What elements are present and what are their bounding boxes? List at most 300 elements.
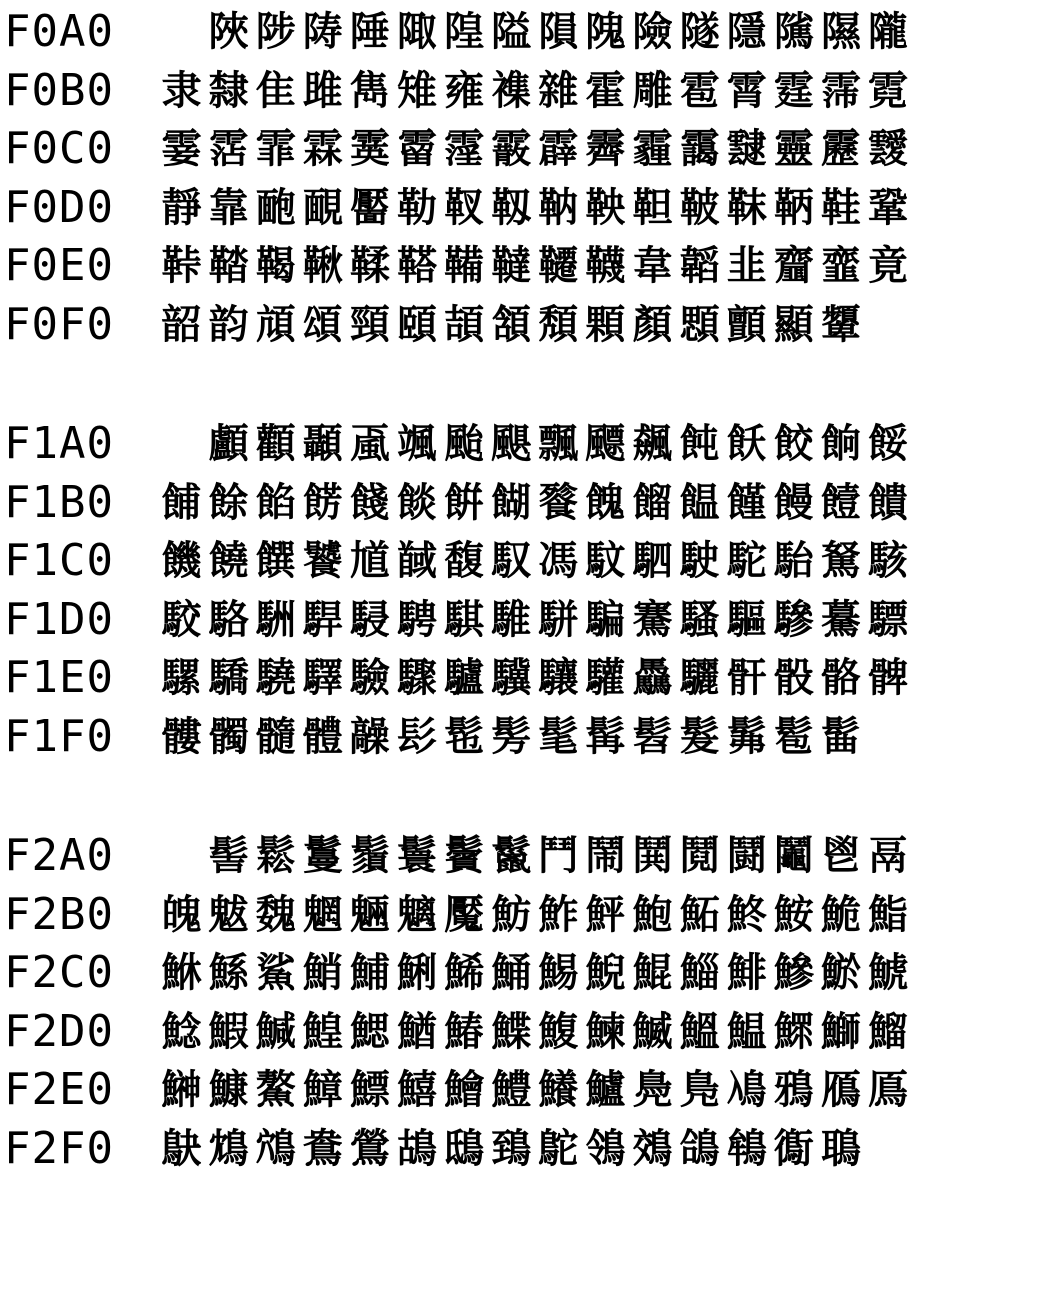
glyph-cell: 饌 bbox=[255, 538, 296, 585]
row-code-label: F2C0 bbox=[4, 947, 114, 999]
glyph-cell: 鴕 bbox=[538, 1126, 579, 1172]
glyph-cell: 駛 bbox=[679, 538, 720, 585]
glyph-cell: 髱 bbox=[773, 714, 814, 760]
glyph-cell: 鬆 bbox=[255, 833, 296, 879]
glyph-cell: 驪 bbox=[679, 655, 720, 702]
glyph-cell: 鯑 bbox=[444, 950, 485, 997]
glyph-cell: 鞐 bbox=[161, 243, 202, 290]
glyph-cell: 鞁 bbox=[679, 184, 720, 231]
glyph-cell: 鬨 bbox=[632, 833, 673, 879]
glyph-cell: 鰊 bbox=[585, 1008, 626, 1055]
glyph-cell: 顏 bbox=[632, 302, 673, 348]
glyph-cell: 餝 bbox=[302, 479, 343, 526]
glyph-cell: 驗 bbox=[349, 655, 390, 702]
glyph-cell: 鳧 bbox=[632, 1067, 673, 1114]
glyph-cell: 隶 bbox=[161, 67, 202, 114]
glyph-cell: 隍 bbox=[444, 9, 485, 55]
glyph-cell: 餒 bbox=[868, 421, 908, 467]
glyph-cell: 魃 bbox=[208, 891, 249, 938]
glyph-cell: 鮓 bbox=[538, 891, 579, 938]
glyph-cell: 鞆 bbox=[773, 184, 814, 231]
glyph-cell: 馮 bbox=[538, 538, 579, 585]
glyph-cell: 髣 bbox=[491, 714, 532, 760]
glyph-cell: 靠 bbox=[208, 184, 249, 231]
glyph-cell: 饐 bbox=[820, 479, 861, 526]
glyph-cell: 鵁 bbox=[632, 1126, 673, 1172]
glyph-cell: 鬧 bbox=[585, 833, 626, 879]
glyph-cell: 騫 bbox=[632, 596, 673, 643]
glyph-cell: 鱆 bbox=[302, 1067, 343, 1114]
glyph-cell: 霄 bbox=[726, 67, 767, 114]
glyph-cell: 饋 bbox=[868, 479, 908, 526]
glyph-cell: 鬥 bbox=[538, 833, 579, 879]
glyph-cell: 霈 bbox=[820, 67, 861, 114]
glyph-cell: 驕 bbox=[208, 655, 249, 702]
glyph-cell: 隲 bbox=[773, 9, 814, 55]
glyph-cell: 鯆 bbox=[349, 950, 390, 997]
glyph-cell: 餬 bbox=[491, 479, 532, 526]
glyph-cell: 餮 bbox=[538, 479, 579, 526]
glyph-cell: 驢 bbox=[444, 655, 485, 702]
glyph-cell: 髷 bbox=[820, 714, 861, 760]
glyph-cell: 鬢 bbox=[444, 833, 485, 879]
glyph-cell: 鮴 bbox=[161, 950, 202, 997]
glyph-cell: 鬪 bbox=[726, 833, 767, 879]
table-row bbox=[0, 474, 1063, 532]
glyph-cell: 魏 bbox=[255, 891, 296, 938]
glyph-cell: 髞 bbox=[349, 714, 390, 760]
glyph-cell: 騙 bbox=[585, 596, 626, 643]
glyph-cell: 鯊 bbox=[255, 950, 296, 997]
glyph-cell: 雍 bbox=[444, 67, 485, 114]
glyph-cell: 竟 bbox=[868, 243, 908, 290]
glyph-cell: 霤 bbox=[397, 126, 437, 173]
glyph-cell: 骼 bbox=[820, 655, 861, 702]
glyph-cell: 饅 bbox=[773, 479, 814, 526]
glyph-cell: 饉 bbox=[726, 479, 767, 526]
glyph-cell: 陦 bbox=[302, 9, 343, 55]
glyph-cell: 靱 bbox=[491, 184, 532, 231]
glyph-cell: 餡 bbox=[255, 479, 296, 526]
glyph-cell: 餃 bbox=[773, 421, 814, 467]
table-row bbox=[0, 827, 1063, 885]
glyph-cell: 髟 bbox=[397, 714, 437, 760]
row-code-label: F2D0 bbox=[4, 1005, 114, 1057]
glyph-cell: 鬘 bbox=[302, 833, 343, 879]
glyph-cell: 頏 bbox=[255, 302, 296, 348]
row-code-label: F0D0 bbox=[4, 181, 114, 233]
glyph-cell: 靼 bbox=[632, 184, 673, 231]
table-row bbox=[0, 1061, 1063, 1119]
glyph-cell: 鱚 bbox=[397, 1067, 437, 1114]
glyph-cell: 隴 bbox=[868, 9, 908, 55]
glyph-cell: 骰 bbox=[773, 655, 814, 702]
glyph-cell: 霽 bbox=[585, 126, 626, 173]
glyph-cell: 馼 bbox=[585, 538, 626, 585]
glyph-cell: 餠 bbox=[444, 479, 485, 526]
glyph-cell: 餉 bbox=[820, 421, 861, 467]
glyph-cell: 馥 bbox=[444, 538, 485, 585]
glyph-cell: 韋 bbox=[632, 243, 673, 290]
glyph-cell: 霾 bbox=[632, 126, 673, 173]
glyph-cell: 鰌 bbox=[397, 1008, 437, 1055]
glyph-cell: 鞴 bbox=[444, 243, 485, 290]
row-code-label: F0C0 bbox=[4, 123, 114, 175]
glyph-cell: 駑 bbox=[820, 538, 861, 585]
glyph-cell: 鰡 bbox=[868, 1008, 908, 1055]
glyph-cell: 鴾 bbox=[726, 1126, 767, 1172]
glyph-cell: 鞅 bbox=[585, 184, 626, 231]
glyph-cell: 駟 bbox=[632, 538, 673, 585]
glyph-cell: 鱸 bbox=[585, 1067, 626, 1114]
glyph-cell: 鯤 bbox=[632, 950, 673, 997]
glyph-cell: 鰈 bbox=[491, 1008, 532, 1055]
glyph-cell: 鯢 bbox=[585, 950, 626, 997]
glyph-cell: 靂 bbox=[820, 126, 861, 173]
glyph-cell: 鰔 bbox=[255, 1008, 296, 1055]
glyph-cell: 霆 bbox=[773, 67, 814, 114]
glyph-cell: 鰺 bbox=[773, 950, 814, 997]
glyph-cell: 隧 bbox=[679, 9, 720, 55]
table-row bbox=[0, 649, 1063, 707]
table-row bbox=[0, 532, 1063, 590]
row-code-label: F1F0 bbox=[4, 711, 114, 762]
glyph-cell: 霓 bbox=[868, 67, 908, 114]
glyph-cell: 鮟 bbox=[773, 891, 814, 938]
glyph-cell: 鯀 bbox=[208, 950, 249, 997]
glyph-cell: 颯 bbox=[397, 421, 437, 467]
glyph-cell: 鯏 bbox=[397, 950, 437, 997]
row-code-label: F1A0 bbox=[4, 418, 114, 469]
glyph-cell: 騅 bbox=[491, 596, 532, 643]
row-code-label: F0A0 bbox=[4, 6, 114, 57]
glyph-cell: 雕 bbox=[632, 67, 673, 114]
glyph-cell: 鰓 bbox=[349, 1008, 390, 1055]
glyph-cell: 霙 bbox=[349, 126, 390, 173]
glyph-cell: 顳 bbox=[302, 421, 343, 467]
glyph-cell: 飄 bbox=[538, 421, 579, 467]
glyph-cell: 頤 bbox=[397, 302, 437, 348]
glyph-cell: 駲 bbox=[255, 596, 296, 643]
row-code-label: F2A0 bbox=[4, 830, 114, 881]
glyph-cell: 駱 bbox=[208, 596, 249, 643]
glyph-cell: 雜 bbox=[538, 67, 579, 114]
table-row bbox=[0, 1120, 1063, 1178]
glyph-cell: 鰤 bbox=[820, 1008, 861, 1055]
table-row bbox=[0, 1003, 1063, 1061]
glyph-cell: 鞣 bbox=[349, 243, 390, 290]
glyph-cell: 鮗 bbox=[726, 891, 767, 938]
glyph-cell: 驅 bbox=[726, 596, 767, 643]
glyph-cell: 靫 bbox=[444, 184, 485, 231]
glyph-cell: 颪 bbox=[349, 421, 390, 467]
glyph-cell: 驂 bbox=[773, 596, 814, 643]
glyph-cell: 驍 bbox=[255, 655, 296, 702]
glyph-cell: 髮 bbox=[679, 714, 720, 760]
glyph-cell: 颶 bbox=[491, 421, 532, 467]
glyph-cell: 驤 bbox=[538, 655, 579, 702]
glyph-cell: 韆 bbox=[538, 243, 579, 290]
table-row bbox=[0, 62, 1063, 120]
table-row bbox=[0, 944, 1063, 1002]
glyph-cell: 霰 bbox=[491, 126, 532, 173]
glyph-cell: 霍 bbox=[585, 67, 626, 114]
glyph-cell: 鴣 bbox=[397, 1126, 437, 1172]
glyph-cell: 駘 bbox=[773, 538, 814, 585]
glyph-cell: 顋 bbox=[679, 302, 720, 348]
glyph-cell: 鵆 bbox=[773, 1126, 814, 1172]
glyph-cell: 頌 bbox=[302, 302, 343, 348]
table-row bbox=[0, 179, 1063, 237]
glyph-cell: 靨 bbox=[349, 184, 390, 231]
glyph-cell: 鱶 bbox=[538, 1067, 579, 1114]
row-code-label: F0E0 bbox=[4, 240, 114, 292]
glyph-cell: 鰥 bbox=[773, 1008, 814, 1055]
glyph-cell: 靄 bbox=[679, 126, 720, 173]
glyph-cell: 馘 bbox=[397, 538, 437, 585]
glyph-cell: 騏 bbox=[444, 596, 485, 643]
glyph-cell: 鯡 bbox=[726, 950, 767, 997]
glyph-cell: 魴 bbox=[491, 891, 532, 938]
glyph-cell: 髀 bbox=[868, 655, 908, 702]
glyph-cell: 陲 bbox=[349, 9, 390, 55]
glyph-cell: 驟 bbox=[397, 655, 437, 702]
glyph-cell: 顆 bbox=[585, 302, 626, 348]
glyph-cell: 隗 bbox=[585, 9, 626, 55]
glyph-cell: 陟 bbox=[255, 9, 296, 55]
glyph-cell: 靜 bbox=[161, 184, 202, 231]
glyph-cell: 靹 bbox=[538, 184, 579, 231]
glyph-cell: 靺 bbox=[726, 184, 767, 231]
glyph-cell: 髻 bbox=[208, 833, 249, 879]
glyph-cell: 雎 bbox=[302, 67, 343, 114]
glyph-cell: 鴿 bbox=[679, 1126, 720, 1172]
glyph-cell: 鳰 bbox=[726, 1067, 767, 1114]
glyph-cell: 頷 bbox=[491, 302, 532, 348]
glyph-cell: 靉 bbox=[868, 126, 908, 173]
glyph-cell: 馭 bbox=[491, 538, 532, 585]
glyph-cell: 鰕 bbox=[208, 1008, 249, 1055]
glyph-cell: 頸 bbox=[349, 302, 390, 348]
glyph-cell: 鞦 bbox=[302, 243, 343, 290]
glyph-cell: 骭 bbox=[726, 655, 767, 702]
glyph-cell: 陜 bbox=[208, 9, 249, 55]
glyph-cell: 騷 bbox=[679, 596, 720, 643]
glyph-cell: 饕 bbox=[302, 538, 343, 585]
glyph-cell: 髯 bbox=[585, 714, 626, 760]
glyph-cell: 鰲 bbox=[255, 1067, 296, 1114]
glyph-cell: 鵄 bbox=[491, 1126, 532, 1172]
glyph-cell: 顫 bbox=[726, 302, 767, 348]
glyph-cell: 顴 bbox=[255, 421, 296, 467]
glyph-cell: 霑 bbox=[208, 126, 249, 173]
row-code-label: F2E0 bbox=[4, 1064, 114, 1116]
glyph-cell: 鯣 bbox=[538, 950, 579, 997]
glyph-cell: 飫 bbox=[726, 421, 767, 467]
glyph-cell: 顰 bbox=[820, 302, 861, 348]
glyph-cell: 隰 bbox=[820, 9, 861, 55]
glyph-cell: 靤 bbox=[255, 184, 296, 231]
glyph-cell: 霖 bbox=[302, 126, 343, 173]
glyph-cell: 頡 bbox=[444, 302, 485, 348]
glyph-cell: 隘 bbox=[491, 9, 532, 55]
glyph-cell: 魎 bbox=[349, 891, 390, 938]
glyph-cell: 驫 bbox=[632, 655, 673, 702]
glyph-cell: 鮹 bbox=[302, 950, 343, 997]
glyph-cell: 鴃 bbox=[161, 1126, 202, 1172]
glyph-cell: 霎 bbox=[161, 126, 202, 173]
glyph-cell: 飆 bbox=[632, 421, 673, 467]
glyph-cell: 韭 bbox=[726, 243, 767, 290]
glyph-cell: 魑 bbox=[397, 891, 437, 938]
glyph-cell: 饒 bbox=[208, 538, 249, 585]
table-row bbox=[0, 296, 1063, 354]
glyph-cell: 鮠 bbox=[820, 891, 861, 938]
glyph-cell: 魘 bbox=[444, 891, 485, 938]
glyph-cell: 鴉 bbox=[773, 1067, 814, 1114]
glyph-cell: 鯱 bbox=[868, 950, 908, 997]
glyph-cell: 隸 bbox=[208, 67, 249, 114]
glyph-cell: 雋 bbox=[349, 67, 390, 114]
table-row bbox=[0, 3, 1063, 61]
glyph-cell: 髦 bbox=[538, 714, 579, 760]
glyph-cell: 韲 bbox=[820, 243, 861, 290]
glyph-cell: 髏 bbox=[161, 714, 202, 760]
glyph-cell: 鱠 bbox=[444, 1067, 485, 1114]
glyph-cell: 鴒 bbox=[585, 1126, 626, 1172]
glyph-cell: 鱇 bbox=[208, 1067, 249, 1114]
glyph-cell: 鞜 bbox=[208, 243, 249, 290]
glyph-cell: 韜 bbox=[679, 243, 720, 290]
glyph-cell: 駻 bbox=[302, 596, 343, 643]
glyph-cell: 鯔 bbox=[679, 950, 720, 997]
glyph-cell: 鵈 bbox=[820, 1126, 861, 1172]
glyph-cell: 勒 bbox=[397, 184, 437, 231]
glyph-cell: 餾 bbox=[632, 479, 673, 526]
glyph-cell: 鬩 bbox=[679, 833, 720, 879]
glyph-cell: 驃 bbox=[868, 596, 908, 643]
glyph-cell: 鰉 bbox=[302, 1008, 343, 1055]
glyph-cell: 韈 bbox=[585, 243, 626, 290]
glyph-cell: 鞋 bbox=[820, 184, 861, 231]
glyph-cell: 頽 bbox=[538, 302, 579, 348]
glyph-cell: 鯰 bbox=[161, 1008, 202, 1055]
glyph-cell: 餽 bbox=[585, 479, 626, 526]
glyph-cell: 魄 bbox=[161, 891, 202, 938]
glyph-cell: 鰄 bbox=[632, 1008, 673, 1055]
glyph-cell: 韵 bbox=[208, 302, 249, 348]
row-code-label: F1D0 bbox=[4, 593, 114, 645]
glyph-cell: 鮖 bbox=[679, 891, 720, 938]
glyph-cell: 飩 bbox=[679, 421, 720, 467]
glyph-cell: 霹 bbox=[538, 126, 579, 173]
glyph-cell: 鱧 bbox=[491, 1067, 532, 1114]
glyph-cell: 險 bbox=[632, 9, 673, 55]
table-row bbox=[0, 591, 1063, 649]
glyph-cell: 鰒 bbox=[538, 1008, 579, 1055]
glyph-cell: 鮑 bbox=[632, 891, 673, 938]
glyph-cell: 鰮 bbox=[679, 1008, 720, 1055]
glyph-cell: 顱 bbox=[208, 421, 249, 467]
glyph-cell: 鞏 bbox=[868, 184, 908, 231]
glyph-cell: 鬣 bbox=[491, 833, 532, 879]
glyph-cell: 鰰 bbox=[161, 1067, 202, 1114]
glyph-cell: 颱 bbox=[444, 421, 485, 467]
glyph-cell: 餘 bbox=[208, 479, 249, 526]
table-row bbox=[0, 415, 1063, 473]
glyph-cell: 驥 bbox=[491, 655, 532, 702]
glyph-cell: 驀 bbox=[820, 596, 861, 643]
glyph-cell: 駸 bbox=[349, 596, 390, 643]
table-row bbox=[0, 120, 1063, 178]
glyph-cell: 鯲 bbox=[820, 950, 861, 997]
glyph-cell: 鳫 bbox=[868, 1067, 908, 1114]
glyph-cell: 駮 bbox=[161, 596, 202, 643]
glyph-cell: 騁 bbox=[397, 596, 437, 643]
glyph-cell: 饂 bbox=[679, 479, 720, 526]
glyph-cell: 髓 bbox=[255, 714, 296, 760]
glyph-cell: 餤 bbox=[397, 479, 437, 526]
glyph-cell: 韃 bbox=[491, 243, 532, 290]
glyph-cell: 鯒 bbox=[491, 950, 532, 997]
glyph-cell: 髢 bbox=[444, 714, 485, 760]
glyph-cell: 霪 bbox=[444, 126, 485, 173]
glyph-cell: 鴦 bbox=[302, 1126, 343, 1172]
row-code-label: F2F0 bbox=[4, 1123, 114, 1174]
glyph-cell: 鶯 bbox=[349, 1126, 390, 1172]
glyph-cell: 鮨 bbox=[868, 891, 908, 938]
row-code-label: F2B0 bbox=[4, 888, 114, 940]
glyph-cell: 顯 bbox=[773, 302, 814, 348]
row-code-label: F0B0 bbox=[4, 64, 114, 116]
glyph-cell: 隹 bbox=[255, 67, 296, 114]
glyph-cell: 體 bbox=[302, 714, 343, 760]
glyph-cell: 鬟 bbox=[397, 833, 437, 879]
glyph-cell: 馗 bbox=[349, 538, 390, 585]
glyph-cell: 鴆 bbox=[208, 1126, 249, 1172]
glyph-cell: 鬯 bbox=[820, 833, 861, 879]
glyph-cell: 髑 bbox=[208, 714, 249, 760]
glyph-cell: 髴 bbox=[726, 714, 767, 760]
glyph-cell: 霏 bbox=[255, 126, 296, 173]
glyph-cell: 駭 bbox=[868, 538, 908, 585]
glyph-cell: 鰛 bbox=[726, 1008, 767, 1055]
glyph-cell: 鳬 bbox=[679, 1067, 720, 1114]
glyph-cell: 魍 bbox=[302, 891, 343, 938]
row-code-label: F1B0 bbox=[4, 476, 114, 528]
glyph-cell: 髫 bbox=[632, 714, 673, 760]
glyph-cell: 鴈 bbox=[820, 1067, 861, 1114]
glyph-cell: 鴪 bbox=[255, 1126, 296, 1172]
glyph-cell: 鰾 bbox=[349, 1067, 390, 1114]
glyph-cell: 駝 bbox=[726, 538, 767, 585]
glyph-cell: 靦 bbox=[302, 184, 343, 231]
glyph-cell: 隕 bbox=[538, 9, 579, 55]
glyph-cell: 齏 bbox=[773, 243, 814, 290]
glyph-cell: 鴟 bbox=[444, 1126, 485, 1172]
glyph-cell: 靈 bbox=[773, 126, 814, 173]
row-code-label: F0F0 bbox=[4, 299, 114, 350]
glyph-cell: 饑 bbox=[161, 538, 202, 585]
glyph-cell: 餞 bbox=[349, 479, 390, 526]
glyph-cell: 靆 bbox=[726, 126, 767, 173]
glyph-cell: 鬲 bbox=[868, 833, 908, 879]
glyph-cell: 韶 bbox=[161, 302, 202, 348]
glyph-cell: 騾 bbox=[161, 655, 202, 702]
table-row bbox=[0, 886, 1063, 944]
glyph-cell: 鬮 bbox=[773, 833, 814, 879]
glyph-cell: 襍 bbox=[491, 67, 532, 114]
